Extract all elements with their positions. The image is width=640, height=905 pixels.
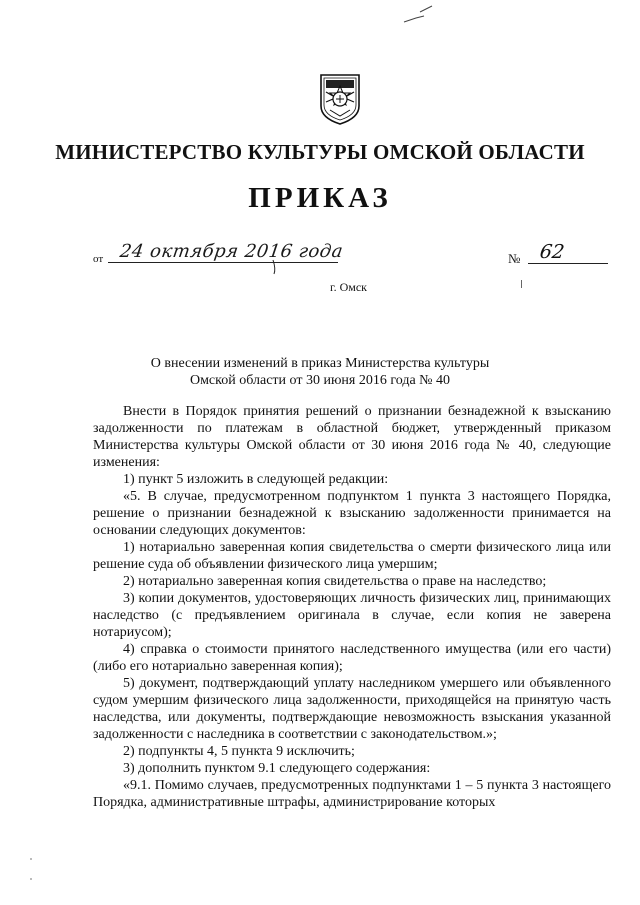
paragraph: «5. В случае, предусмотренном подпунктом 1 пункта 3 настоящего Порядка, решение о признании безнадежной к взысканию задолженности принимается на основании следующих документов: [93,489,611,538]
paragraph: 4) справка о стоимости принятого наследственного имущества (или его части) (либо его нотариально заверенная копия); [93,642,611,674]
number-label: № [508,251,521,266]
paragraph: 1) пункт 5 изложить в следующей редакции: [123,472,389,487]
paragraph: 2) нотариально заверенная копия свидетельства о праве на наследство; [123,574,547,589]
paragraph: 1) нотариально заверенная копия свидетельства о смерти физического лица или решение суда об объявлении физического лица умершим; [93,540,611,572]
paragraph: 3) копии документов, удостоверяющих личность физических лиц, принимающих наследство (с предъявлением оригинала в случае, если копия не заверена нотариусом); [93,591,611,640]
city: г. Омск [330,280,367,294]
scan-speck [30,878,32,880]
date-label: от [93,253,104,265]
pen-mark-icon [402,4,436,26]
handwriting-stroke-icon [270,259,286,275]
title-line-2: Омской области от 30 июня 2016 года № 40 [189,373,451,388]
date-handwritten: 24 октября 2016 года [118,241,345,262]
omsk-coat-of-arms-icon [318,72,362,126]
order-body [93,403,611,811]
paragraph: 5) документ, подтверждающий уплату наследником умершего или объявленного судом умершим физического лица задолженности, приходящейся на принятую часть наследства, или документы, подтверждающие невозможность взыскания указанной задолженности с наследника в соответствии с законодательством.»; [93,676,611,742]
document-type: ПРИКАЗ [248,182,392,214]
ministry-name: МИНИСТЕРСТВО КУЛЬТУРЫ ОМСКОЙ ОБЛАСТИ [55,140,585,164]
number-underline [528,263,608,264]
paragraph: 2) подпункты 4, 5 пункта 9 исключить; [123,744,355,759]
scan-speck [30,858,32,860]
title-line-1: О внесении изменений в приказ Министерства культуры [150,356,490,371]
paragraph: 3) дополнить пунктом 9.1 следующего содержания: [123,761,431,776]
number-handwritten: 62 [538,241,566,263]
order-title [0,355,640,389]
paragraph: Внести в Порядок принятия решений о признании безнадежной к взысканию задолженности по платежам в областной бюджет, утвержденный приказом Министерства культуры Омской области от 30 июня 2016 года № 40, следующие изменения: [93,404,611,470]
margin-mark [521,280,522,288]
date-underline [108,262,338,263]
paragraph: «9.1. Помимо случаев, предусмотренных подпунктами 1 – 5 пункта 3 настоящего Порядка, административные штрафы, администрирование которых [93,778,611,810]
